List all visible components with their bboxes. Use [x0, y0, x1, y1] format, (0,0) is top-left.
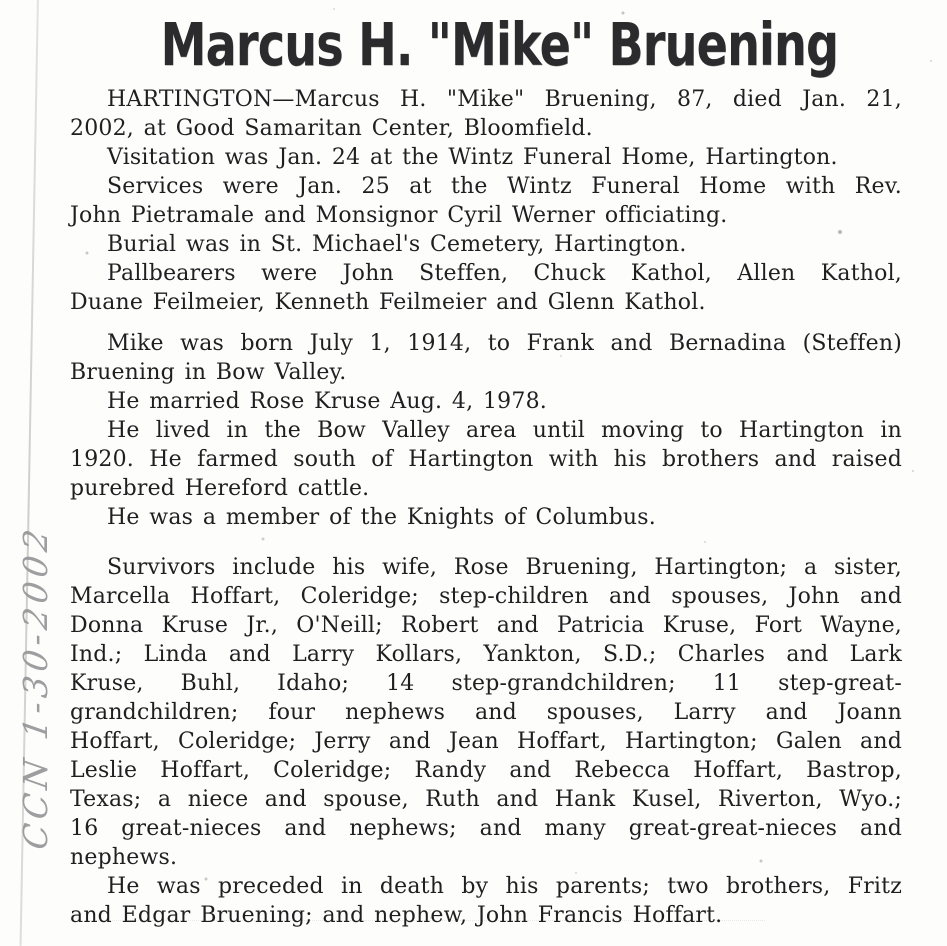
- obituary-line: and Edgar Bruening; and nephew, John Francis Hoffart.: [70, 903, 723, 928]
- obituary-line: nephews.: [70, 845, 178, 870]
- obituary-body: [70, 85, 902, 930]
- obituary-line: He lived in the Bow Valley area until moving to Hartington in: [107, 418, 902, 443]
- obituary-line: Donna Kruse Jr., O'Neill; Robert and Patricia Kruse, Fort Wayne,: [70, 613, 902, 638]
- obituary-line: Services were Jan. 25 at the Wintz Funeral Home with Rev.: [107, 174, 902, 199]
- obituary-line: He was a member of the Knights of Columbus.: [107, 505, 656, 530]
- obituary-line: Mike was born July 1, 1914, to Frank and Bernadina (Steffen): [107, 331, 902, 356]
- obituary-line: purebred Hereford cattle.: [70, 476, 370, 501]
- obituary-line: Bruening in Bow Valley.: [70, 360, 347, 385]
- obituary-section-services: [70, 85, 902, 317]
- obituary-line: Leslie Hoffart, Coleridge; Randy and Rebecca Hoffart, Bastrop,: [70, 758, 902, 783]
- handwritten-margin-note: CCN 1-30-2002: [16, 521, 55, 853]
- obituary-line: 2002, at Good Samaritan Center, Bloomfield.: [70, 116, 593, 141]
- obituary-line: Texas; a niece and spouse, Ruth and Hank Kusel, Riverton, Wyo.;: [70, 787, 902, 812]
- obituary-line: Ind.; Linda and Larry Kollars, Yankton, S.D.; Charles and Lark: [70, 642, 902, 667]
- obituary-line: Marcella Hoffart, Coleridge; step-children and spouses, John and: [70, 584, 902, 609]
- obituary-line: Pallbearers were John Steffen, Chuck Kathol, Allen Kathol,: [107, 261, 902, 286]
- obituary-line: He was preceded in death by his parents; two brothers, Fritz: [107, 874, 902, 899]
- scan-noise-specks: [0, 0, 2, 2]
- obituary-line: Duane Feilmeier, Kenneth Feilmeier and Glenn Kathol.: [70, 290, 706, 315]
- obituary-line: Visitation was Jan. 24 at the Wintz Funeral Home, Hartington.: [107, 145, 838, 170]
- obituary-line: HARTINGTON—Marcus H. "Mike" Bruening, 87, died Jan. 21,: [107, 87, 902, 112]
- obituary-section-survivors: [70, 553, 902, 930]
- obituary-headline: Marcus H. "Mike" Bruening: [160, 10, 839, 79]
- obituary-line: Survivors include his wife, Rose Bruening, Hartington; a sister,: [107, 555, 902, 580]
- obituary-line: Hoffart, Coleridge; Jerry and Jean Hoffart, Hartington; Galen and: [70, 729, 902, 754]
- obituary-line: 16 great-nieces and nephews; and many great-great-nieces and: [70, 816, 902, 841]
- obituary-line: Kruse, Buhl, Idaho; 14 step-grandchildren; 11 step-great-: [70, 671, 902, 696]
- obituary-line: John Pietramale and Monsignor Cyril Werner officiating.: [70, 203, 728, 228]
- obituary-section-biography: [70, 329, 902, 532]
- obituary-line: Burial was in St. Michael's Cemetery, Hartington.: [107, 232, 687, 257]
- obituary-line: grandchildren; four nephews and spouses, Larry and Joann: [70, 700, 902, 725]
- obituary-headline-row: [0, 10, 947, 79]
- obituary-line: 1920. He farmed south of Hartington with his brothers and raised: [70, 447, 902, 472]
- obituary-line: He married Rose Kruse Aug. 4, 1978.: [107, 389, 547, 414]
